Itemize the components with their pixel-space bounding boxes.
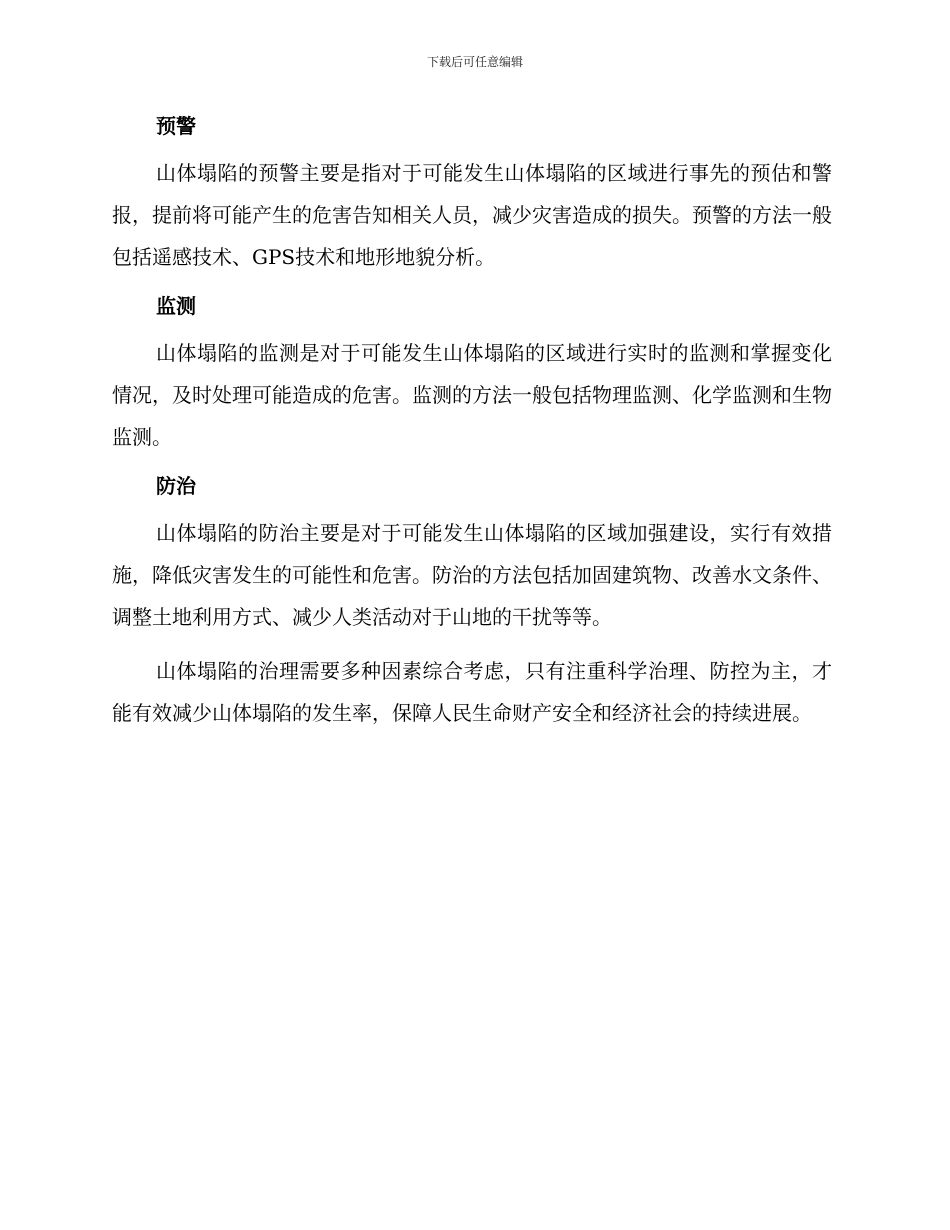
section-heading-warning: 预警 — [156, 114, 196, 138]
section-heading-prevention: 防治 — [156, 474, 196, 498]
section-paragraph-prevention: 山体塌陷的防治主要是对于可能发生山体塌陷的区域加强建设，实行有效措施，降低灾害发生的可能性和危害。防治的方法包括加固建筑物、改善水文条件、调整土地利用方式、减少人类活动对于山地的干扰等等。 — [112, 521, 832, 629]
conclusion-paragraph: 山体塌陷的治理需要多种因素综合考虑，只有注重科学治理、防控为主，才能有效减少山体塌陷的发生率，保障人民生命财产安全和经济社会的持续进展。 — [112, 659, 832, 725]
document-body — [112, 110, 832, 734]
section-paragraph-warning: 山体塌陷的预警主要是指对于可能发生山体塌陷的区域进行事先的预估和警报，提前将可能产生的危害告知相关人员，减少灾害造成的损失。预警的方法一般包括遥感技术、GPS技术和地形地貌分析。 — [112, 161, 832, 269]
section-heading-monitoring: 监测 — [156, 294, 196, 318]
section-paragraph-monitoring: 山体塌陷的监测是对于可能发生山体塌陷的区域进行实时的监测和掌握变化情况，及时处理可能造成的危害。监测的方法一般包括物理监测、化学监测和生物监测。 — [112, 341, 832, 449]
page-header: 下载后可任意编辑 — [426, 55, 523, 69]
